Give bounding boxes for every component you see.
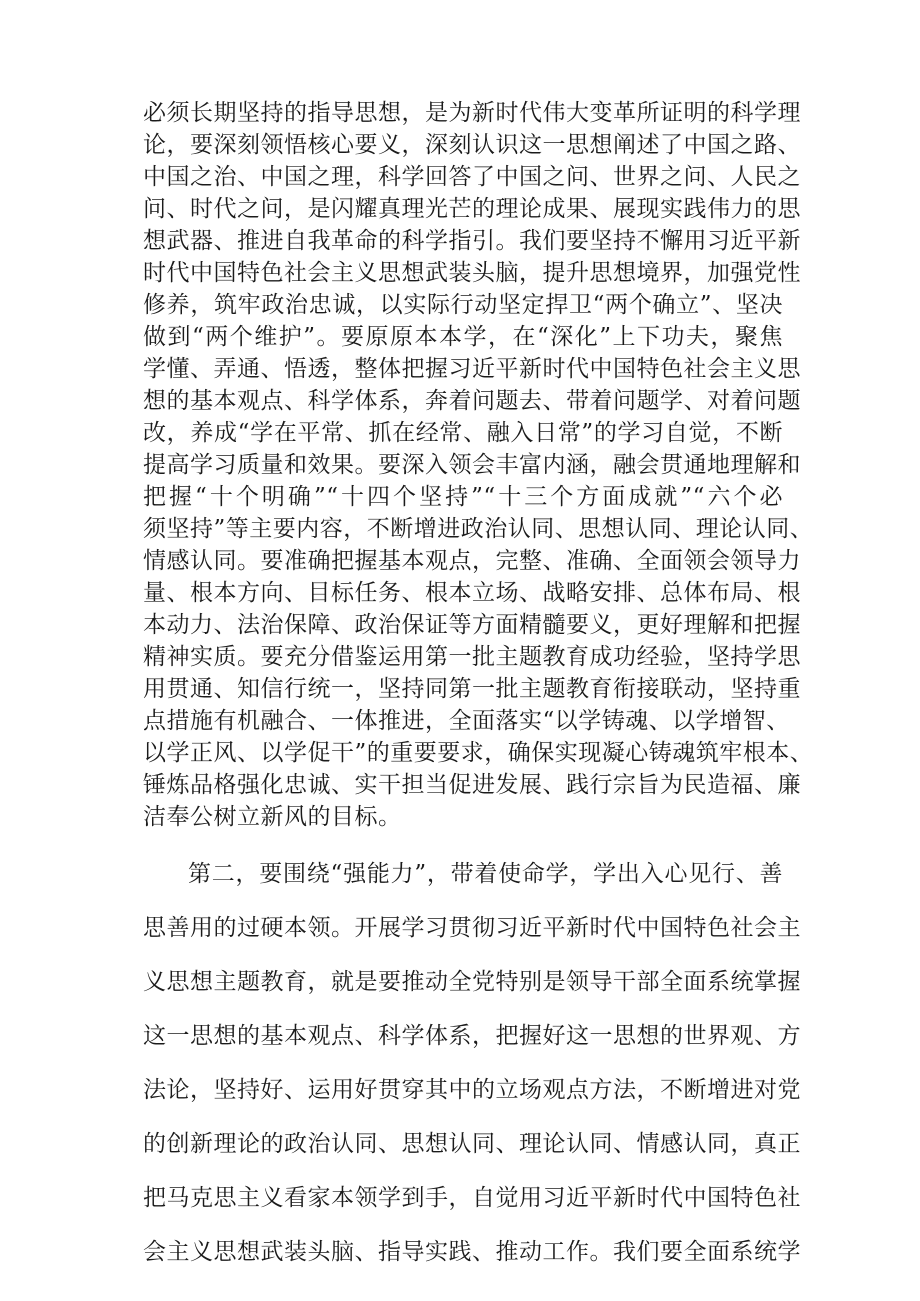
- paragraph-line: 把握“十个明确”“十四个坚持”“十三个方面成就”“六个必: [143, 484, 783, 510]
- paragraph-line: 精神实质。要充分借鉴运用第一批主题教育成功经验，坚持学思: [143, 644, 801, 670]
- paragraph-line: 做到“两个维护”。要原原本本学，在“深化”上下功夫，聚焦: [143, 324, 783, 350]
- paragraph-line: 中国之治、中国之理，科学回答了中国之问、世界之问、人民之: [143, 164, 801, 190]
- paragraph-line: 这一思想的基本观点、科学体系，把握好这一思想的世界观、方: [143, 1023, 801, 1049]
- paragraph-line: 学懂、弄通、悟透，整体把握习近平新时代中国特色社会主义思: [143, 356, 801, 382]
- paragraph-line: 锤炼品格强化忠诚、实干担当促进发展、践行宗旨为民造福、廉: [143, 772, 801, 798]
- paragraph-line: 以学正风、以学促干”的重要要求，确保实现凝心铸魂筑牢根本、: [143, 740, 814, 766]
- paragraph-line: 论，要深刻领悟核心要义，深刻认识这一思想阐述了中国之路、: [143, 132, 801, 158]
- paragraph-line: 的创新理论的政治认同、思想认同、理论认同、情感认同，真正: [143, 1131, 801, 1157]
- paragraph-line: 须坚持”等主要内容，不断增进政治认同、思想认同、理论认同、: [143, 516, 814, 542]
- paragraph-line: 想的基本观点、科学体系，奔着问题去、带着问题学、对着问题: [143, 388, 801, 414]
- paragraph-line: 提高学习质量和效果。要深入领会丰富内涵，融会贯通地理解和: [143, 452, 801, 478]
- paragraph-line: 会主义思想武装头脑、指导实践、推动工作。我们要全面系统学: [143, 1239, 801, 1265]
- paragraph-line: 本动力、法治保障、政治保证等方面精髓要义，更好理解和把握: [143, 612, 801, 638]
- paragraph-line: 思善用的过硬本领。开展学习贯彻习近平新时代中国特色社会主: [143, 915, 801, 941]
- paragraph-line: 用贯通、知信行统一，坚持同第一批主题教育衔接联动，坚持重: [143, 676, 801, 702]
- paragraph-line: 把马克思主义看家本领学到手，自觉用习近平新时代中国特色社: [143, 1185, 801, 1211]
- paragraph-line: 法论，坚持好、运用好贯穿其中的立场观点方法，不断增进对党: [143, 1077, 801, 1103]
- paragraph-line: 时代中国特色社会主义思想武装头脑，提升思想境界，加强党性: [143, 260, 801, 286]
- paragraph-line: 义思想主题教育，就是要推动全党特别是领导干部全面系统掌握: [143, 969, 801, 995]
- paragraph-line: 改，养成“学在平常、抓在经常、融入日常”的学习自觉，不断: [143, 420, 783, 446]
- paragraph-line: 点措施有机融合、一体推进，全面落实“以学铸魂、以学增智、: [143, 708, 790, 734]
- paragraph-line: 量、根本方向、目标任务、根本立场、战略安排、总体布局、根: [143, 580, 801, 606]
- paragraph-line: 情感认同。要准确把握基本观点，完整、准确、全面领会领导力: [143, 548, 801, 574]
- paragraph-line: 洁奉公树立新风的目标。: [143, 804, 402, 830]
- paragraph-line: 修养，筑牢政治忠诚，以实际行动坚定捍卫“两个确立”、坚决: [143, 292, 783, 318]
- paragraph-line: 必须长期坚持的指导思想，是为新时代伟大变革所证明的科学理: [143, 100, 801, 126]
- paragraph-line: 第二，要围绕“强能力”，带着使命学，学出入心见行、善: [188, 861, 783, 887]
- paragraph-line: 问、时代之问，是闪耀真理光芒的理论成果、展现实践伟力的思: [143, 196, 801, 222]
- paragraph-line: 想武器、推进自我革命的科学指引。我们要坚持不懈用习近平新: [143, 228, 801, 254]
